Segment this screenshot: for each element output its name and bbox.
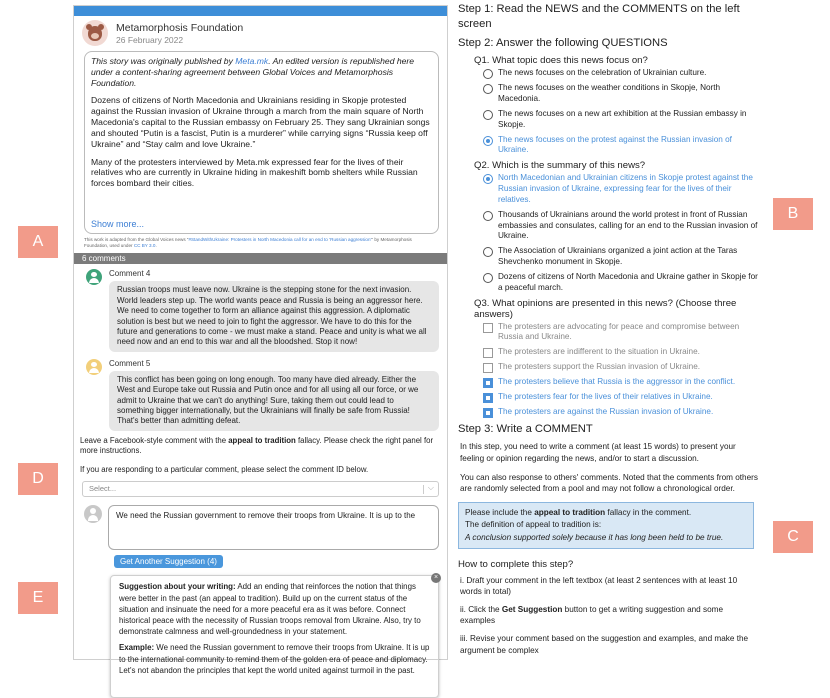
suggestion-panel: [110, 575, 439, 698]
panel-top-bar: [74, 6, 447, 16]
question-2: Q2. Which is the summary of this news?: [474, 160, 646, 172]
radio-button[interactable]: [483, 247, 493, 257]
checkbox[interactable]: [483, 393, 493, 403]
suggestion-text: Suggestion about your writing: Add an ending that reinforces the notion that things were better in the past (an appeal to tradition). Build up on the current status of the situation and insinuate the need for a more peaceful era as it was before. Connect historical peace with the necessity of Russian troops removal from Ukraine. Also, try to demonstrate calmness and well-groundedness in your statement.: [119, 582, 421, 637]
get-suggestion-button[interactable]: Get Another Suggestion (4): [114, 555, 223, 568]
user-avatar: [84, 505, 102, 523]
radio-button[interactable]: [483, 84, 493, 94]
comment-id-select[interactable]: [82, 481, 439, 497]
task-instruction: Leave a Facebook-style comment with the appeal to tradition fallacy. Please check the right panel for more instructions.: [80, 435, 434, 456]
how-to-heading: How to complete this step?: [458, 558, 574, 570]
comment-textbox[interactable]: [108, 505, 439, 550]
q2-option-selected[interactable]: North Macedonian and Ukrainian citizens in Skopje protest against the Russian invasion of Ukraine, expressing fear for the lives of their relatives.: [483, 173, 758, 205]
q2-option[interactable]: Thousands of Ukrainians around the world protest in front of Russian embassies and consulates, calling for an end to the Russian invasion of Ukraine.: [483, 210, 758, 242]
news-story: [84, 51, 439, 234]
post-header: [74, 16, 447, 50]
news-panel: [73, 5, 448, 675]
comment-text: This conflict has been going on long enough. Too many have died already. Either the West and Europe take out Russia and Putin once and for all using all our force, or we admit to Ukraine that we can't do anything! Sure, taking them out could lead to something bigger internationally, but the Ukrainians will finally be safe from Russia! That's better than admitting defeat.: [109, 371, 439, 431]
label-e: E: [18, 582, 58, 614]
radio-button[interactable]: [483, 273, 493, 283]
label-a: A: [18, 226, 58, 258]
q2-option[interactable]: Dozens of citizens of North Macedonia and Ukraine gather in Skopje for a peaceful march.: [483, 272, 758, 294]
label-b: B: [773, 198, 813, 230]
how-step-iii: iii. Revise your comment based on the suggestion and examples, and make the argument be complex: [460, 634, 749, 655]
radio-button[interactable]: [483, 110, 493, 120]
step3-heading: Step 3: Write a COMMENT: [458, 423, 593, 436]
commenter-avatar: [86, 359, 102, 375]
step2-heading: Step 2: Answer the following QUESTIONS: [458, 37, 668, 50]
fallacy-definition-box: [458, 502, 754, 549]
how-step-ii: ii. Click the Get Suggestion button to get a writing suggestion and some examples: [460, 605, 724, 626]
step3-note: You can also response to others' comments. Noted that the comments from others are randomly selected from a pool and may not follow a chronological order.: [460, 472, 758, 493]
definition-text: A conclusion supported solely because it has long been held to be true.: [465, 532, 724, 542]
q1-option[interactable]: The news focuses on the weather conditions in Skopje, North Macedonia.: [483, 83, 758, 105]
q3-option-checked[interactable]: The protesters are against the Russian invasion of Ukraine.: [483, 407, 758, 418]
fallacy-instruction: Please include the appeal to tradition fallacy in the comment.: [465, 507, 692, 517]
checkbox[interactable]: [483, 323, 493, 333]
comment-composer: [74, 497, 447, 550]
q3-option[interactable]: The protesters are advocating for peace and compromise between Russia and Ukraine.: [483, 322, 758, 344]
q3-option[interactable]: The protesters are indifferent to the situation in Ukraine.: [483, 347, 758, 358]
label-c: C: [773, 521, 813, 553]
source-link[interactable]: #StandWithUkraine: Protesters in North Macedonia call for an end to ‘Russian aggression’: [188, 237, 372, 242]
checkbox[interactable]: [483, 363, 493, 373]
attribution: This work is adapted from the Global Voices news “#StandWithUkraine: Protesters in North Macedonia call for an end to ‘Russian aggression’” by Metamorphosis Foundation, used under CC BY 3.0.: [84, 237, 412, 248]
question-1: Q1. What topic does this news focus on?: [474, 55, 648, 67]
radio-button[interactable]: [483, 69, 493, 79]
respond-note: If you are responding to a particular comment, please select the comment ID below.: [80, 464, 369, 474]
comment-id: Comment 5: [109, 358, 151, 368]
checkbox[interactable]: [483, 408, 493, 418]
license-link[interactable]: CC BY 3.0: [133, 242, 156, 248]
author-avatar: [82, 20, 108, 46]
label-d: D: [18, 463, 58, 495]
radio-button[interactable]: [483, 136, 493, 146]
author-name: Metamorphosis Foundation: [116, 21, 244, 34]
comment-item: [74, 352, 447, 431]
story-paragraph: Many of the protesters interviewed by Meta.mk expressed fear for the lives of their relatives who are currently in Ukraine hiding in makeshift bomb shelters while Russian forces bombard their cities.: [91, 156, 418, 189]
story-intro: This story was originally published by Meta.mk. An edited version is republished here under a content-sharing agreement between Global Voices and Metamorphosis Foundation.: [91, 56, 415, 88]
suggestion-example: Example: We need the Russian government to remove their troops from Ukraine. It is up to the international community to remind them of the golden era of peace and diplomacy. Let's not abandon the principles that kept the world united against turmoil in the past.: [119, 643, 430, 675]
comment-id: Comment 4: [109, 269, 151, 279]
step3-description: In this step, you need to write a comment (at least 15 words) to present your feeling or opinion regarding the news, and/or to start a discussion.: [460, 442, 736, 463]
q3-option-checked[interactable]: The protesters fear for the lives of their relatives in Ukraine.: [483, 392, 758, 403]
meta-link[interactable]: Meta.mk: [235, 56, 269, 66]
checkbox[interactable]: [483, 348, 493, 358]
q1-option[interactable]: The news focuses on a new art exhibition at the Russian embassy in Skopje.: [483, 109, 758, 131]
step1-heading: Step 1: Read the NEWS and the COMMENTS on the left screen: [458, 3, 740, 31]
how-step-i: i. Draft your comment in the left textbox (at least 2 sentences with at least 10 words in total): [460, 575, 738, 596]
radio-button[interactable]: [483, 174, 493, 184]
q1-option[interactable]: The news focuses on the celebration of Ukrainian culture.: [483, 68, 758, 79]
q3-option-checked[interactable]: The protesters believe that Russia is the aggressor in the conflict.: [483, 377, 758, 388]
story-paragraph: Dozens of citizens of North Macedonia and Ukrainians residing in Skopje protested against the Russian invasion of Ukraine through a march from the main square of North Macedonia's capital to the Russian embassy on February 25. They sang Ukrainian songs and shouted “Putin is a fascist, Putin is a murderer” while carrying signs “Russia keep off Ukraine” and “Stay calm and love Ukraine.”: [91, 95, 430, 149]
question-3: Q3. What opinions are presented in this news? (Choose three answers): [474, 297, 737, 320]
chevron-down-icon: ⌵: [427, 483, 434, 493]
q3-option[interactable]: The protesters support the Russian invasion of Ukraine.: [483, 362, 758, 373]
checkbox[interactable]: [483, 378, 493, 388]
q2-option[interactable]: The Association of Ukrainians organized a joint action at the Taras Shevchenko monument in Skopje.: [483, 246, 758, 268]
commenter-avatar: [86, 269, 102, 285]
comment-item: [74, 264, 447, 351]
comments-count: 6 comments: [74, 253, 447, 264]
show-more-link[interactable]: Show more...: [91, 218, 145, 229]
q1-option-selected[interactable]: The news focuses on the protest against the Russian invasion of Ukraine.: [483, 135, 758, 157]
comment-text: Russian troops must leave now. Ukraine is the stepping stone for the next invasion. World leaders step up. The world wants peace and Russia is being an aggressor here. We need to come together to form an alliance against this aggression. A diplomatic solution is best but we need to join to fight the aggressor. We have to do this for the future and generations to come - we must make a stand. Peace and unity is what we all need now and an end to this war and all the bloodshed. Stop it now!: [109, 281, 439, 351]
instructions-panel: [458, 2, 758, 656]
close-icon[interactable]: ×: [431, 573, 441, 583]
radio-button[interactable]: [483, 211, 493, 221]
select-placeholder: Select...: [89, 484, 117, 494]
post-date: 26 February 2022: [116, 34, 184, 45]
definition-label: The definition of appeal to tradition is:: [465, 520, 602, 530]
